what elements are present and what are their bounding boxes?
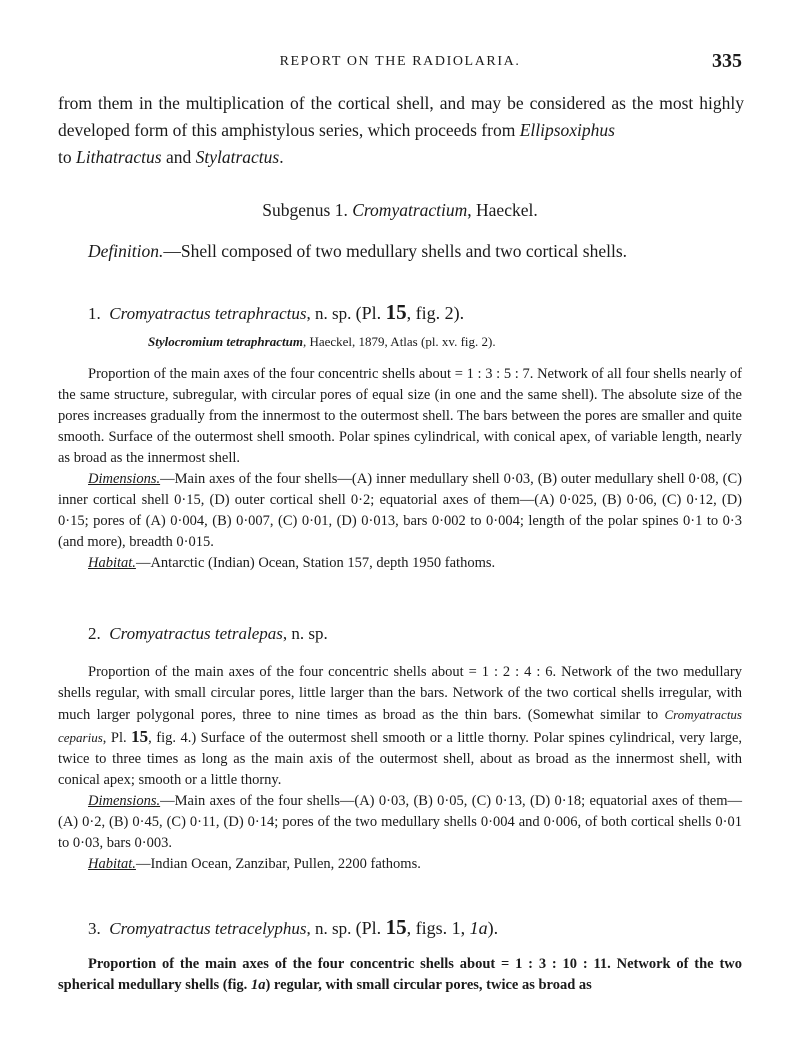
species-1-nsp: , n. sp. <box>306 304 356 323</box>
species-3-desc-b: ) regular, with small circular pores, twice as broad as <box>265 977 592 993</box>
species-2-dimensions-paragraph <box>58 791 742 854</box>
genus-lithatractus: Lithatractus <box>76 147 162 167</box>
species-2-heading <box>88 624 748 644</box>
species-2-desc-a: Proportion of the main axes of the four concentric shells about = 1 : 2 : 4 : 6. Network of the two medullary shells regular, with small circular pores, little larger than the bars. Network of the two cortical shells irregular, with much larger polygonal pores, three to nine times as broad as the thin bars. (Somewhat similar to <box>58 664 742 723</box>
species-2-habitat: —Indian Ocean, Zanzibar, Pullen, 2200 fathoms. <box>135 856 421 872</box>
species-2-desc-pl: , Pl. <box>102 730 132 746</box>
species-1-name: Cromyatractus tetraphractus <box>109 304 307 323</box>
species-1-habitat: —Antarctic (Indian) Ocean, Station 157, depth 1950 fathoms. <box>135 555 496 571</box>
intro-paragraph <box>58 90 744 171</box>
species-3-plate-post-a: , figs. 1, <box>406 918 470 938</box>
species-2-nsp: , n. sp. <box>282 624 328 643</box>
running-head <box>0 50 800 74</box>
definition-text: —Shell composed of two medullary shells and two cortical shells. <box>163 241 628 261</box>
species-1-number: 1. <box>88 304 101 323</box>
species-1-heading <box>88 300 748 325</box>
species-3-plate-pre: (Pl. <box>355 918 386 938</box>
definition <box>88 238 748 265</box>
species-2-body <box>58 662 742 875</box>
species-1-synonym-rest: , Haeckel, 1879, Atlas (pl. xv. fig. 2). <box>302 334 496 349</box>
species-2-desc-b: , fig. 4.) Surface of the outermost shell smooth or a little thorny. Polar spines cylindrical, very large, twice to three times as long as the main axis of the outermost shell, about as broad as the innermost shell, with conical apex; smooth or a little thorny. <box>58 730 743 788</box>
species-1-description: Proportion of the main axes of the four concentric shells about = 1 : 3 : 5 : 7. Network of all four shells nearly of the same structure, subregular, with circular pores of equal size (in one and the same shell). The absolute size of the pores increases gradually from the innermost to the outermost shell. The bars between the pores are smaller and quite smooth. Surface of the outermost shell smooth. Polar spines cylindrical, with conical apex, of variable length, nearly as broad as the innermost shell. <box>58 366 742 466</box>
species-3-plate-post-italic: 1a <box>469 918 488 938</box>
species-3-name: Cromyatractus tetracelyphus <box>109 919 307 938</box>
genus-ellipsoxiphus: Ellipsoxiphus <box>519 120 615 140</box>
species-1-plate-number: 15 <box>385 300 407 324</box>
species-3-number: 3. <box>88 919 101 938</box>
species-3-desc-italic: 1a <box>250 977 266 993</box>
species-3-plate-post-b: ). <box>487 918 499 938</box>
subgenus-prefix: Subgenus 1. <box>262 200 353 220</box>
species-2-desc-italic: Cromyatractus ceparius <box>58 707 742 745</box>
species-1-dimensions-label: Dimensions. <box>88 471 161 487</box>
species-2-dimensions: —Main axes of the four shells—(A) 0·03, (B) 0·05, (C) 0·13, (D) 0·18; equatorial axes of them—(A) 0·2, (B) 0·45, (C) 0·11, (D) 0·14; pores of the two medullary shells 0·004 and 0·006, of both cortical shells 0·01 to 0·03, bars 0·003. <box>58 793 742 851</box>
intro-text-c: and <box>161 147 196 167</box>
subgenus-name: Cromyatractium <box>352 200 468 220</box>
species-1-habitat-paragraph <box>58 553 742 574</box>
species-1-dimensions: —Main axes of the four shells—(A) inner medullary shell 0·03, (B) outer medullary shell 0·08, (C) inner cortical shell 0·15, (D) outer cortical shell 0·2; equatorial axes of them—(A) 0·025, (B) 0·06, (C) 0·12, (D) 0·15; pores of (A) 0·004, (B) 0·007, (C) 0·01, (D) 0·013, bars 0·002 to 0·004; length of the polar spines 0·1 to 0·3 (and more), breadth 0·015. <box>58 471 742 550</box>
subgenus-heading <box>0 200 800 221</box>
species-1-plate-post: , fig. 2). <box>406 303 465 323</box>
species-2-name: Cromyatractus tetralepas <box>109 624 283 643</box>
species-3-body <box>58 954 742 996</box>
species-1-plate-pre: (Pl. <box>355 303 386 323</box>
species-2-desc-plate-number: 15 <box>131 727 149 746</box>
species-1-dimensions-paragraph <box>58 469 742 553</box>
species-2-habitat-paragraph <box>58 854 742 875</box>
species-2-description <box>58 662 742 791</box>
species-2-dimensions-label: Dimensions. <box>88 793 161 809</box>
page-number: 335 <box>712 50 742 72</box>
species-3-description <box>58 954 742 996</box>
running-title: REPORT ON THE RADIOLARIA. <box>279 54 521 69</box>
genus-stylatractus: Stylatractus <box>195 147 280 167</box>
species-3-heading <box>88 915 748 940</box>
intro-text-a: from them in the multiplication of the cortical shell, and may be considered as the most highly developed form of this amphistylous series, which proceeds from <box>58 93 744 140</box>
species-1-synonym-name: Stylocromium tetraphractum <box>148 334 303 349</box>
species-2-habitat-label: Habitat. <box>88 856 136 872</box>
species-3-nsp: , n. sp. <box>306 919 356 938</box>
subgenus-suffix: , Haeckel. <box>467 200 538 220</box>
definition-label: Definition. <box>88 241 164 261</box>
species-1-habitat-label: Habitat. <box>88 555 136 571</box>
species-1-synonym <box>148 334 748 350</box>
species-3-desc-a: Proportion of the main axes of the four concentric shells about = 1 : 3 : 10 : 11. Network of the two spherical medullary shells (fig. <box>58 956 742 993</box>
species-2-number: 2. <box>88 624 101 643</box>
intro-text-b: to <box>58 147 76 167</box>
species-1-body <box>58 364 742 574</box>
species-3-plate-number: 15 <box>385 915 407 939</box>
intro-text-d: . <box>279 147 284 167</box>
